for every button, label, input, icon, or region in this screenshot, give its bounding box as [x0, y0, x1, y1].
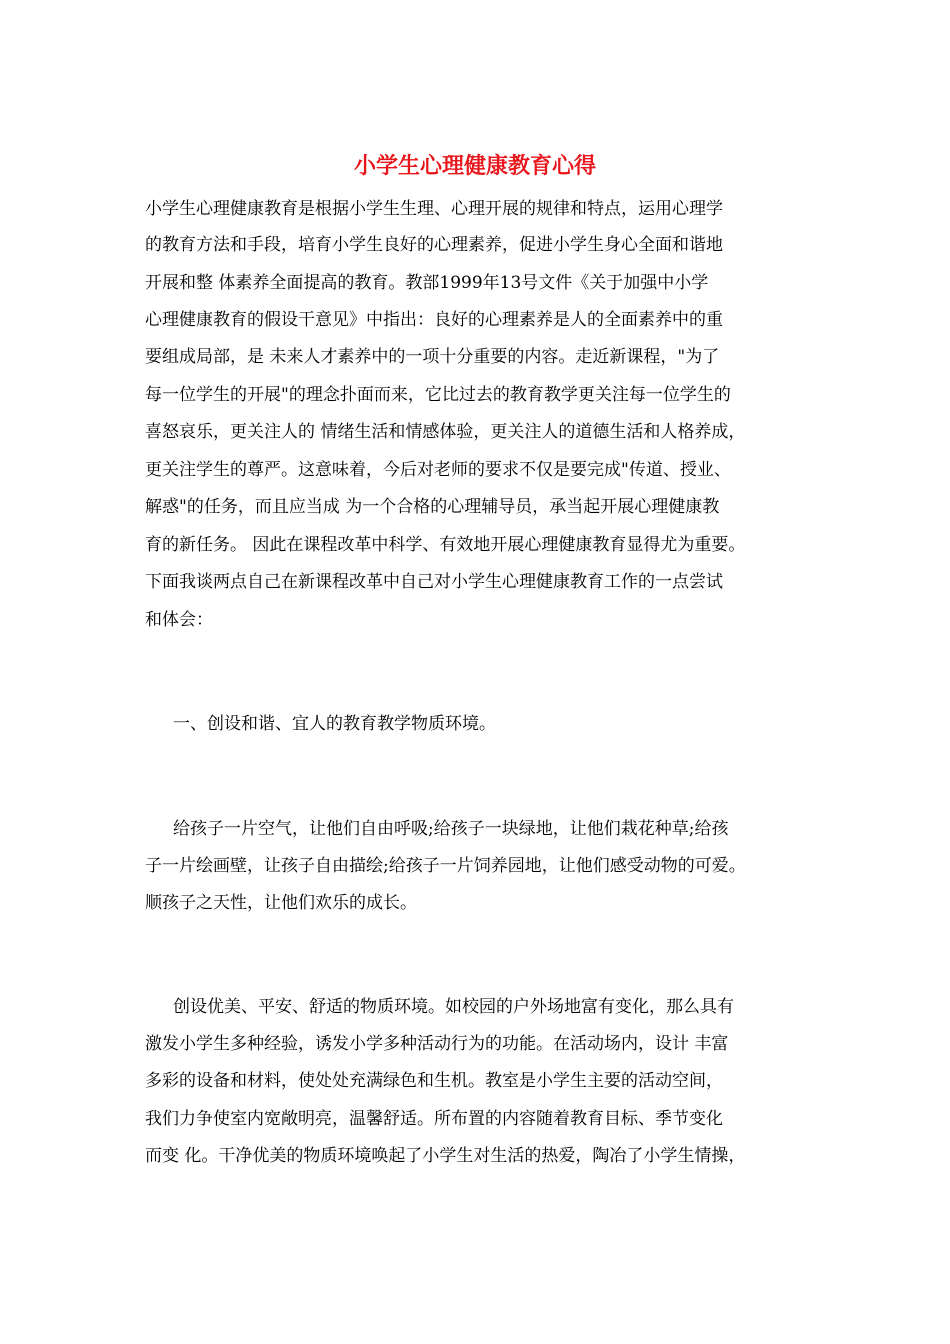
paragraph-line: 多彩的设备和材料，使处处充满绿色和生机。教室是小学生主要的活动空间， — [145, 1071, 723, 1091]
intro-line: 每一位学生的开展"的理念扑面而来，它比过去的教育教学更关注每一位学生的 — [145, 385, 731, 405]
paragraph-line: 我们力争使室内宽敞明亮，温馨舒适。所布置的内容随着教育目标、季节变化 — [145, 1109, 723, 1129]
intro-line: 要组成局部，是 未来人才素养中的一项十分重要的内容。走近新课程，"为了 — [145, 347, 720, 367]
intro-line: 和体会： — [145, 610, 213, 630]
paragraph-line: 而变 化。干净优美的物质环境唤起了小学生对生活的热爱，陶冶了小学生情操， — [145, 1146, 746, 1166]
intro-line: 喜怒哀乐，更关注人的 情绪生活和情感体验，更关注人的道德生活和人格养成， — [145, 422, 746, 442]
intro-line: 更关注学生的尊严。这意味着，今后对老师的要求不仅是要完成"传道、授业、 — [145, 460, 731, 480]
paragraph-line: 子一片绘画壁，让孩子自由描绘;给孩子一片饲养园地，让他们感受动物的可爱。 — [145, 856, 746, 876]
intro-line: 育的新任务。 因此在课程改革中科学、有效地开展心理健康教育显得尤为重要。 — [145, 535, 746, 555]
intro-line: 的教育方法和手段，培育小学生良好的心理素养，促进小学生身心全面和谐地 — [145, 235, 723, 255]
intro-line: 下面我谈两点自己在新课程改革中自己对小学生心理健康教育工作的一点尝试 — [145, 572, 723, 592]
paragraph-line: 顺孩子之天性，让他们欢乐的成长。 — [145, 893, 417, 913]
paragraph-line: 创设优美、平安、舒适的物质环境。如校园的户外场地富有变化，那么具有 — [173, 997, 734, 1017]
paragraph-line: 激发小学生多种经验，诱发小学多种活动行为的功能。在活动场内，设计 丰富 — [145, 1034, 729, 1054]
intro-line: 心理健康教育的假设干意见》中指出：良好的心理素养是人的全面素养中的重 — [145, 310, 723, 330]
intro-line: 小学生心理健康教育是根据小学生生理、心理开展的规律和特点，运用心理学 — [145, 199, 723, 219]
intro-line: 开展和整 体素养全面提高的教育。教部1999年13号文件《关于加强中小学 — [145, 273, 709, 293]
paragraph-line: 给孩子一片空气，让他们自由呼吸;给孩子一块绿地，让他们栽花种草;给孩 — [173, 819, 729, 839]
intro-line: 解惑"的任务，而且应当成 为一个合格的心理辅导员，承当起开展心理健康教 — [145, 497, 720, 517]
document-title: 小学生心理健康教育心得 — [353, 153, 596, 179]
section-heading: 一、创设和谐、宜人的教育教学物质环境。 — [173, 714, 496, 734]
